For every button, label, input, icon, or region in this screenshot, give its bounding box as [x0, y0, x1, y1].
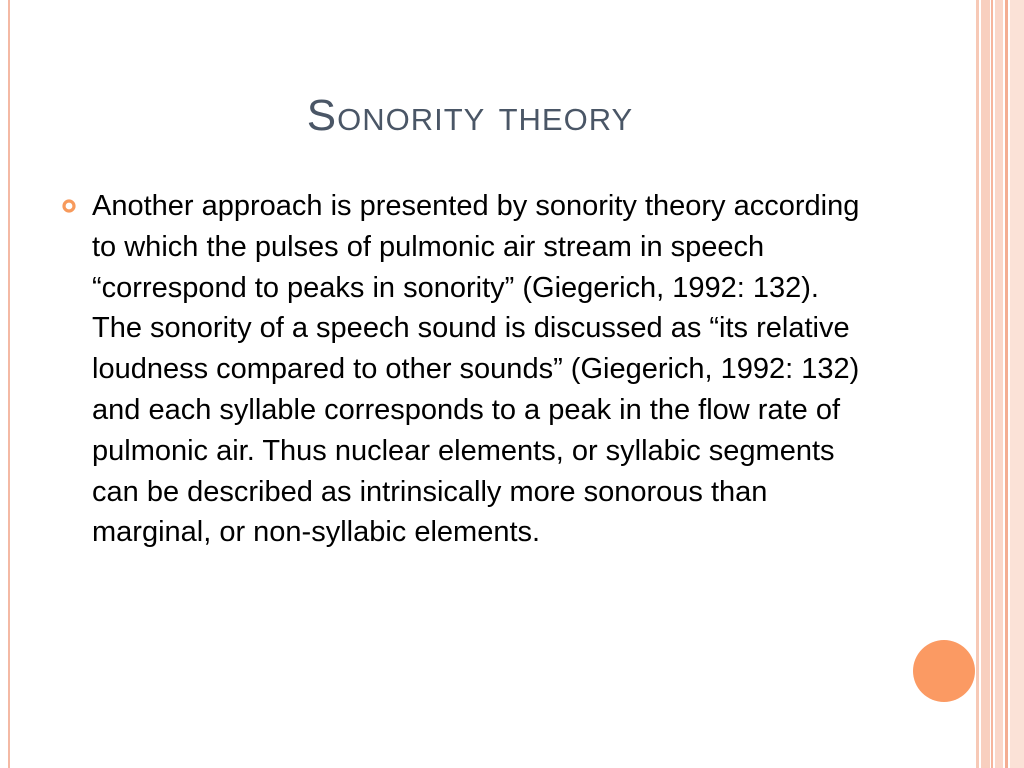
bullet-item: [62, 186, 872, 553]
right-stripe: [976, 0, 979, 768]
slide-title: Sonority theory: [306, 91, 634, 140]
right-stripe: [981, 0, 990, 768]
left-border-line: [8, 0, 10, 768]
right-stripe: [1010, 0, 1024, 768]
ring-bullet-icon: [62, 199, 76, 213]
circle-icon: [913, 640, 975, 702]
right-stripe: [1005, 0, 1008, 768]
slide-body: [62, 186, 872, 553]
bullet-text: Another approach is presented by sonority theory according to which the pulses of pulmonic air stream in speech “correspond to peaks in sonority” (Giegerich, 1992: 132). The sonority of a speech sound is discussed as “its relative loudness compared to other sounds” (Giegerich, 1992: 132) and each syllable corresponds to a peak in the flow rate of pulmonic air. Thus nuclear elements, or syllabic segments can be described as intrinsically more sonorous than marginal, or non-syllabic elements.: [92, 190, 860, 549]
right-stripe: [991, 0, 993, 768]
right-stripe: [995, 0, 1003, 768]
